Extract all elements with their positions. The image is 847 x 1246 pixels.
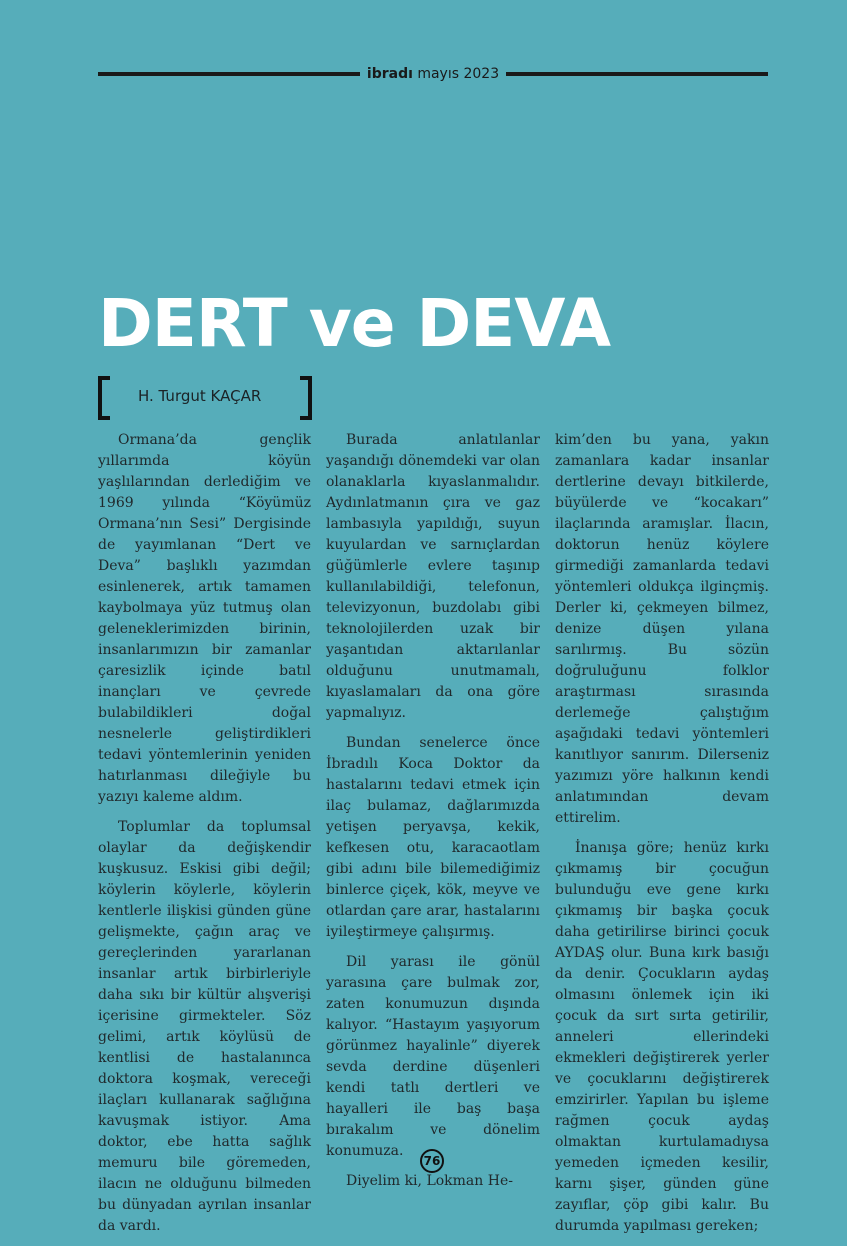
text-column-2 [326,430,540,1201]
article-title: DERT ve DEVA [98,285,611,362]
paragraph: kim’den bu yana, yakın zamanlara kadar insanlar dertlerine devayı bitkilerde, büyülerde ve “kocakarı” ilaçlarında aramışlar. İlacın, doktorun henüz köylere girmediği zamanlarda tedavi yöntemleri oldukça ilginçmiş. Derler ki, çekmeyen bilmez, denize düşen yılana sarılırmış. Bu sözün doğruluğunu folklor araştırması sırasında derlemeğe çalıştığım aşağıdaki tedavi yöntemleri kanıtlıyor sanırım. Dilerseniz yazımızı yöre halkının kendi anlatımından devam ettirelim. [555,432,769,826]
running-header [98,62,768,86]
header-rule-right [506,72,768,76]
magazine-name: ibradı [366,66,413,82]
bracket-left-icon [98,376,110,420]
paragraph: Diyelim ki, Lokman He- [346,1173,513,1189]
author-name: H. Turgut KAÇAR [138,387,262,405]
paragraph: İnanışa göre; henüz kırkı çıkmamış bir çocuğun bulunduğu eve gene kırkı çıkmamış bir başka çocuk daha getirilirse birinci çocuk AYDAŞ olur. Buna kırk basığı da denir. Çocukların aydaş olmasını önlemek için iki çocuk da sırt sırta getirilir, anneleri ellerindeki ekmekleri değiştirerek yerler ve çocuklarını değiştirerek emzirirler. Yapılan bu işleme rağmen çocuk aydaş olmaktan kurtulamadıysa yemeden içmeden kesilir, karnı şişer, günden güne zayıflar, çöp gibi kalır. Bu durumda yapılması gereken; [555,840,769,1234]
paragraph: Toplumlar da toplumsal olaylar da değişkendir kuşkusuz. Eskisi gibi değil; köylerin köylerle, köylerin kentlerle ilişkisi günden güne gelişmekte, çağın araç ve gereçlerinden yararlanan insanlar artık birbirleriyle daha sıkı bir kültür alışverişi içerisine girmekteler. Söz gelimi, artık köylüsü de kentlisi de hastalanınca doktora koşmak, vereceği ilaçları kullanarak sağlığına kavuşmak istiyor. Ama doktor, ebe hatta sağlık memuru bile göremeden, ilacın ne olduğunu bilmeden bu dünyadan ayrılan insanlar da vardı. [98,819,311,1234]
paragraph: Bundan senelerce önce İbradılı Koca Doktor da hastalarını tedavi etmek için ilaç bulamaz, dağlarımızda yetişen peryavşa, kekik, kefkesen otu, karacaotlam gibi adını bile bilemediğimiz binlerce çiçek, kök, meyve ve otlardan çare arar, hastalarını iyileştirmeye çalışırmış. [326,735,540,940]
author-byline [98,376,312,416]
paragraph: Dil yarası ile gönül yarasına çare bulmak zor, zaten konumuzun dışında kalıyor. “Hastayım yaşıyorum görünmez hayalinle” diyerek sevda derdine düşenleri kendi tatlı dertleri ve hayalleri ile baş başa bırakalım ve dönelim konumuza. [326,954,540,1159]
header-rule-left [98,72,360,76]
paragraph: Ormana’da gençlik yıllarımda köyün yaşlılarından derlediğim ve 1969 yılında “Köyümüz Ormana’nın Sesi” Dergisinde de yayımlanan “Dert ve Deva” başlıklı yazımdan esinlenerek, artık tamamen kaybolmaya yüz tutmuş olan geleneklerimizden birinin, insanlarımızın bir zamanlar çaresizlik içinde batıl inançları ve çevrede bulabildikleri doğal nesnelerle geliştirdikleri tedavi yöntemlerinin yeniden hatırlanması dileğiyle bu yazıyı kaleme aldım. [98,432,311,805]
paragraph: Burada anlatılanlar yaşandığı dönemdeki var olan olanaklarla kıyaslanmalıdır. Aydınlatmanın çıra ve gaz lambasıyla yapıldığı, suyun kuyulardan ve sarnıçlardan güğümlerle evlere taşınıp kullanılabildiği, telefonun, televizyonun, buzdolabı gibi teknolojilerden uzak bir yaşantıdan aktarılanlar olduğunu unutmamalı, kıyaslamaları da ona göre yapmalıyız. [326,432,540,721]
text-column-1 [98,430,311,1246]
text-column-3 [555,430,769,1246]
issue-date: mayıs 2023 [417,66,500,82]
bracket-right-icon [300,376,312,420]
header-text [360,66,506,82]
page-number: 76 [420,1149,444,1173]
